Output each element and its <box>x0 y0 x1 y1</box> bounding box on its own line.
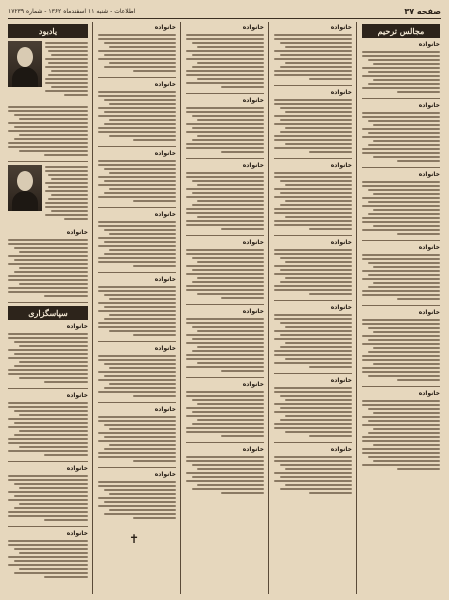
notice-title: خانواده <box>154 276 176 283</box>
notice <box>274 162 352 230</box>
notice <box>274 239 352 295</box>
notice <box>186 381 264 437</box>
portrait-photo <box>8 41 42 87</box>
notice <box>274 446 352 494</box>
notice <box>362 244 440 300</box>
notice <box>98 150 176 202</box>
notice <box>98 406 176 462</box>
notice-title: خانواده <box>154 211 176 218</box>
issue-line: اطلاعات - شنبه ۱۱ اسفندماه ۱۳۶۲ - شماره ۱۷۲۳۹ <box>8 7 136 15</box>
notice <box>8 105 88 156</box>
notice-title: خانواده <box>66 229 88 236</box>
notice-title: خانواده <box>242 446 264 453</box>
notice-title: خانواده <box>154 471 176 478</box>
notice <box>45 41 88 96</box>
notice <box>186 308 264 372</box>
notice <box>186 446 264 494</box>
notice-title: خانواده <box>154 406 176 413</box>
notice <box>45 165 88 220</box>
column-1 <box>359 22 443 594</box>
notice-title: خانواده <box>154 24 176 31</box>
notice-title: خانواده <box>242 239 264 246</box>
column-4 <box>95 22 179 594</box>
notice-title: خانواده <box>418 41 440 48</box>
notice <box>362 309 440 381</box>
notice-title: خانواده <box>154 150 176 157</box>
notice <box>8 465 88 521</box>
notice <box>98 24 176 72</box>
portrait-photo <box>8 165 42 211</box>
notice <box>274 304 352 368</box>
notice-title: خانواده <box>242 97 264 104</box>
notice-title: خانواده <box>242 308 264 315</box>
notice <box>8 530 88 578</box>
notice-title: خانواده <box>418 390 440 397</box>
notice <box>8 229 88 297</box>
notice <box>362 171 440 235</box>
notice <box>8 392 88 456</box>
notice <box>274 89 352 153</box>
notice-title: خانواده <box>330 377 352 384</box>
notice <box>274 377 352 437</box>
section-heading-majales-tarhim: مجالس ترحیم <box>362 24 440 38</box>
notice-title: خانواده <box>66 530 88 537</box>
notice <box>186 239 264 299</box>
cross-icon: ✝ <box>128 532 140 546</box>
notice <box>362 102 440 162</box>
notice <box>98 471 176 519</box>
section-heading-yadbood: یادبود <box>8 24 88 38</box>
notice-title: خانواده <box>330 304 352 311</box>
notice <box>8 323 88 383</box>
notice-title: خانواده <box>330 446 352 453</box>
masthead <box>8 4 441 19</box>
notice-title: خانواده <box>66 323 88 330</box>
page-number: صفحه ۳۷ <box>404 6 441 16</box>
notice-title: خانواده <box>418 171 440 178</box>
notice-title: خانواده <box>66 465 88 472</box>
memorial-block <box>8 41 88 101</box>
notice-title: خانواده <box>418 102 440 109</box>
notice-title: خانواده <box>66 392 88 399</box>
notice <box>186 24 264 88</box>
notice <box>98 276 176 336</box>
notice-title: خانواده <box>154 345 176 352</box>
notice-title: خانواده <box>330 162 352 169</box>
notice <box>186 97 264 153</box>
memorial-block <box>8 165 88 225</box>
notice-title: خانواده <box>154 81 176 88</box>
notice <box>98 211 176 267</box>
notice <box>186 162 264 230</box>
column-2 <box>271 22 355 594</box>
notice-title: خانواده <box>330 89 352 96</box>
column-3 <box>183 22 267 594</box>
column-5 <box>5 22 91 594</box>
notice-title: خانواده <box>242 381 264 388</box>
notice-title: خانواده <box>418 244 440 251</box>
notice-title: خانواده <box>242 24 264 31</box>
notice <box>362 41 440 93</box>
section-heading-sepasgozari: سپاسگزاری <box>8 306 88 320</box>
notice <box>274 24 352 80</box>
notice <box>98 81 176 141</box>
notice-title: خانواده <box>418 309 440 316</box>
notice-title: خانواده <box>330 239 352 246</box>
notice <box>362 390 440 470</box>
notice-title: خانواده <box>330 24 352 31</box>
notice-title: خانواده <box>242 162 264 169</box>
notice <box>98 345 176 397</box>
